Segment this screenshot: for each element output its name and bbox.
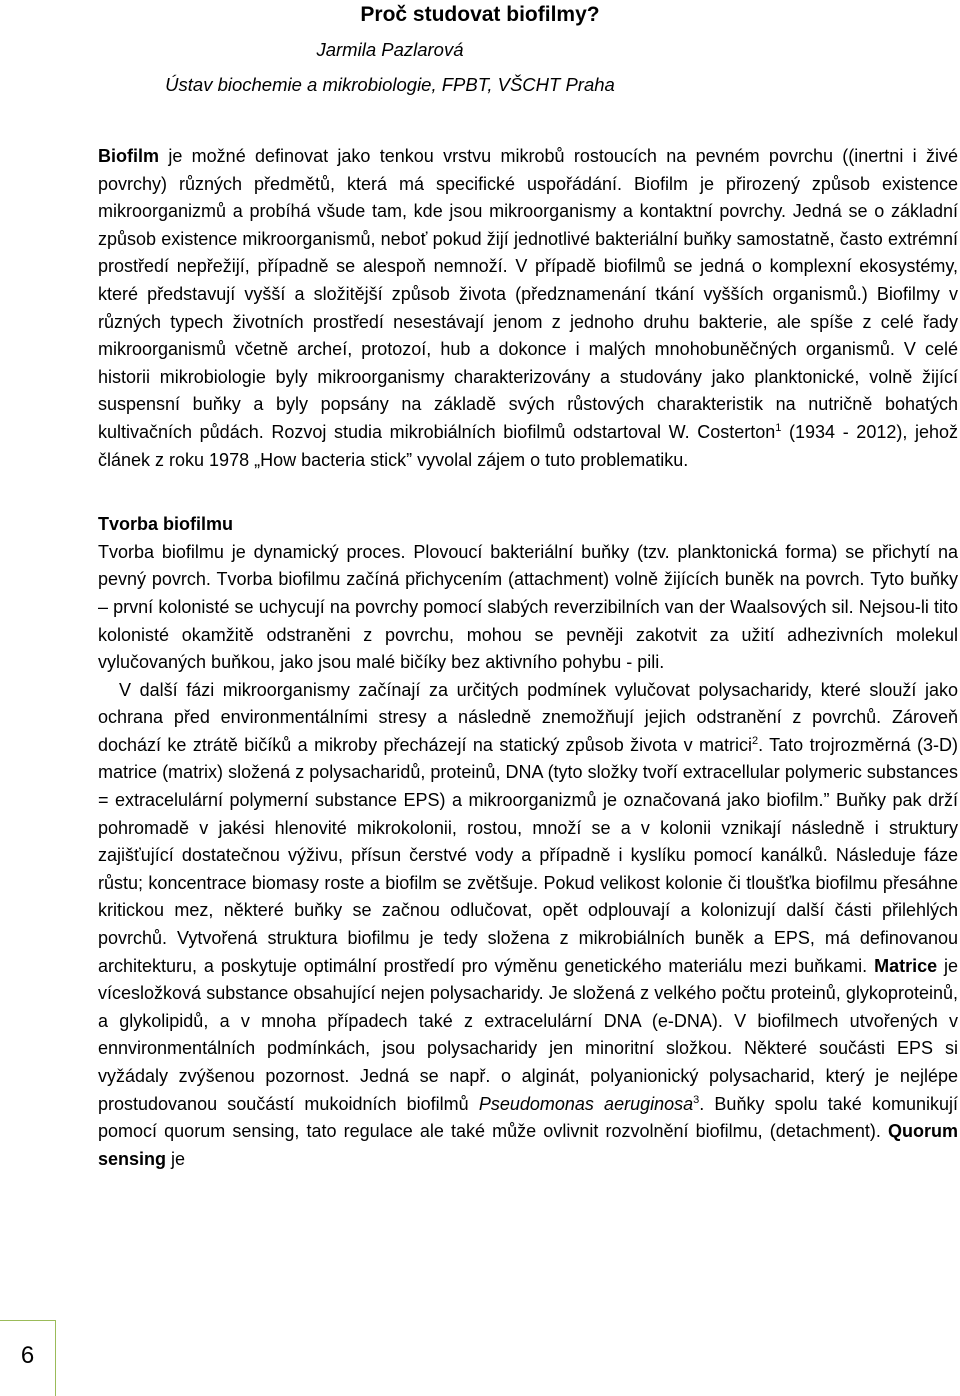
reference-1: 1 <box>775 421 782 434</box>
reference-3: 3 <box>693 1093 700 1106</box>
species-name: Pseudomonas aeruginosa <box>478 1093 694 1114</box>
document-title: Proč studovat biofilmy? <box>360 3 600 26</box>
section-heading: Tvorba biofilmu <box>98 514 233 535</box>
body-text <box>98 143 958 1173</box>
reference-2: 2 <box>751 734 759 747</box>
page-number: 6 <box>0 1320 56 1396</box>
intro-paragraph: Biofilm je možné definovat jako tenkou vrstvu mikrobů rostoucích na pevném povrchu ((inertni i živé povrchy) různých předmětů, která má specifické uspořádání. Biofilm je přirozený způsob existence mikroorganizmů a probíhá všude tam, kde jsou mikroorganismy a kontaktní povrchy. Jedná se o základní způsob existence mikroorganismů, neboť pokud žijí jednotlivé bakteriální buňky samostatně, často extrémní prostředí nepřežijí, případně se alespoň nemnoží. V případě biofilmů se jedná o komplexní ekosystémy, které představují vyšší a složitější způsob života (předznamenání tkání vyšších organismů.) Biofilmy v různých typech životních prostředí nesestávají jenom z jednoho druhu bakterie, ale spíše z celé řady mikroorganismů včetně archeí, protozoí, hub a dokonce i malých mnohobuněčných organismů. V celé historii mikrobiologie byly mikroorganismy charakterizovány a studovány jako planktonické, volně žijící suspensní buňky a byly popsány na základě svých růstových charakteristik na nutričně bohatých kultivačních půdách. Rozvoj studia mikrobiálních biofilmů odstartoval W. Costerton$^1$ (1934 - 2012), jehož článek z roku 1978 „How bacteria stick” vyvolal zájem o tuto problematiku. <box>98 146 958 470</box>
section-paragraph-2: V další fázi mikroorganismy začínají za určitých podmínek vylučovat polysacharidy, které slouží jako ochrana před environmentálními stresy a následně znemožňují jejich odstranění z povrchů. Zároveň dochází ke ztrátě bičíků a mikroby přecházejí na statický způsob života v matrici$^2$. Tato trojrozměrná (3-D) matrice (matrix) složená z polysacharidů, proteinů, DNA (tyto složky tvoří extracellular polymeric substances = extracelulární polymerní substance EPS) a mikroorganizmů je označovaná jako biofilm.” Buňky pak drží pohromadě v jakési hlenovité mikrokolonii, rostou, množí se a v kolonii vznikají následně i struktury zajišťující dostatečnou výživu, přísun čerstvé vody a případně i kyslíku pomocí kanálků. Následuje fáze růstu; koncentrace biomasy roste a biofilm se zvětšuje. Pokud velikost kolonie či tloušťka biofilmu přesáhne kritickou mez, některé buňky se začnou odlučovat, opět odplouvají a kolonizují další části přilehlých povrchů. Vytvořená struktura biofilmu je tedy složena z mikrobiálních buněk a EPS, má definovanou architekturu, a poskytuje optimální prostředí pro výměnu genetického materiálu mezi buňkami. Matrice je vícesložková substance obsahující nejen polysacharidy. Je složená z velkého počtu proteinů, glykoproteinů, a glykolipidů, a v mnoha případech také z extracelulární DNA (e-DNA). V biofilmech utvořených v ennvironmentálních podmínkách, jsou polysacharidy jen minoritní složkou. Některé součásti EPS si vyžádaly zvýšenou pozornost. Jedná se např. o alginát, polyanionický polysacharid, který je nejlépe prostudovanou součástí mukoidních biofilmů Pseudomonas aeruginosa$^3$. Buňky spolu také komunikují pomocí quorum sensing, tato regulace ale také může ovlivnit rozvolnění biofilmu, (detachment). Quorum sensing je <box>98 679 959 1169</box>
section-paragraph-1: Tvorba biofilmu je dynamický proces. Plovoucí bakteriální buňky (tzv. planktonická forma) se přichytí na pevný povrch. Tvorba biofilmu začíná přichycením (attachment) volně žijících buněk na povrch. Tyto buňky – první kolonisté se uchycují na povrchy pomocí slabých reverzibilních van der Waalsových sil. Nejsou-li tito kolonisté okamžitě odstraněni z povrchu, mohou se pevněji zakotvit za užití adhezivních molekul vylučovaných buňkou, jako jsou malé bičíky bez aktivního pohybu - pili. <box>98 541 958 673</box>
quorum-sensing-term: Quorum sensing <box>98 1121 958 1169</box>
affiliation: Ústav biochemie a mikrobiologie, FPBT, VŠCHT Praha <box>165 74 615 95</box>
matrice-term: Matrice <box>874 955 938 976</box>
author-name: Jarmila Pazlarová <box>316 39 464 60</box>
biofilm-term: Biofilm <box>98 146 159 166</box>
